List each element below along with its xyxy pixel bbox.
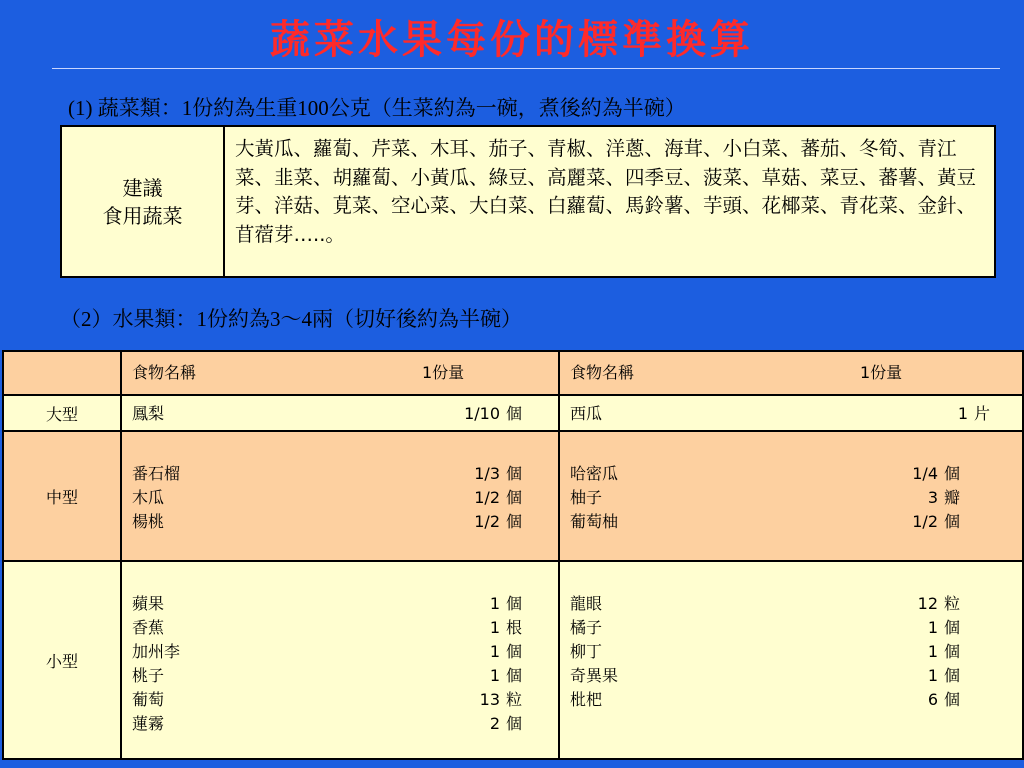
fruit-unit: 瓣 <box>944 488 961 507</box>
list-item <box>122 664 558 688</box>
fruit-unit: 個 <box>506 512 523 531</box>
left-cell <box>121 395 559 431</box>
list-item <box>560 462 1022 486</box>
table-header-row <box>3 351 1023 395</box>
fruit-name: 西瓜 <box>570 404 603 423</box>
fruit-name: 番石榴 <box>132 464 181 483</box>
fruit-qty: 1 <box>489 618 500 637</box>
table-row <box>3 431 1023 561</box>
list-item <box>560 640 1022 664</box>
header-qty: 1份量 <box>422 363 465 382</box>
fruit-name: 加州李 <box>132 642 181 661</box>
fruit-unit: 根 <box>506 618 523 637</box>
fruit-qty: 6 <box>927 690 938 709</box>
title-divider <box>52 68 1000 69</box>
list-item <box>122 688 558 712</box>
right-cell <box>559 395 1023 431</box>
fruit-name: 柳丁 <box>570 642 603 661</box>
fruit-qty: 1 <box>489 642 500 661</box>
fruit-unit: 個 <box>506 594 523 613</box>
vegetable-list: 大黃瓜、蘿蔔、芹菜、木耳、茄子、青椒、洋蔥、海茸、小白菜、蕃茄、冬筍、青江菜、韭菜、胡蘿蔔、小黃瓜、綠豆、高麗菜、四季豆、菠菜、草菇、菜豆、蕃薯、黃豆芽、洋菇、莧菜、空心菜、大白菜、白蘿蔔、馬鈴薯、芋頭、花椰菜、青花菜、金針、苜蓿芽…..。 <box>235 137 977 246</box>
fruit-heading: （2）水果類：1份約為3～4兩（切好後約為半碗） <box>60 307 522 331</box>
fruit-qty: 3 <box>927 488 938 507</box>
list-item <box>560 402 1022 426</box>
list-item <box>560 486 1022 510</box>
fruit-name: 蘋果 <box>132 594 165 613</box>
fruit-qty: 1 <box>927 618 938 637</box>
header-qty: 1份量 <box>860 363 903 382</box>
list-item <box>122 486 558 510</box>
right-cell <box>559 561 1023 759</box>
header-name: 食物名稱 <box>132 363 197 382</box>
fruit-unit: 個 <box>506 488 523 507</box>
fruit-qty: 1 <box>957 404 968 423</box>
page-title: 蔬菜水果每份的標準換算 <box>270 16 754 63</box>
fruit-name: 葡萄柚 <box>570 512 619 531</box>
fruit-name: 香蕉 <box>132 618 165 637</box>
fruit-qty: 1 <box>927 666 938 685</box>
list-item <box>560 664 1022 688</box>
fruit-qty: 1/2 <box>474 488 500 507</box>
fruit-unit: 個 <box>944 464 961 483</box>
vegetable-label <box>62 127 225 276</box>
fruit-qty: 1 <box>489 594 500 613</box>
fruit-unit: 個 <box>506 642 523 661</box>
header-name: 食物名稱 <box>570 363 635 382</box>
header-right-cell <box>559 351 1023 395</box>
fruit-name: 木瓜 <box>132 488 165 507</box>
fruit-unit: 粒 <box>506 690 523 709</box>
fruit-qty: 1/10 <box>464 404 500 423</box>
size-label: 小型 <box>3 561 121 759</box>
fruit-qty: 1/4 <box>912 464 938 483</box>
fruit-unit: 個 <box>506 464 523 483</box>
fruit-name: 楊桃 <box>132 512 165 531</box>
right-cell <box>559 431 1023 561</box>
list-item <box>122 510 558 534</box>
fruit-name: 柚子 <box>570 488 603 507</box>
list-item <box>122 592 558 616</box>
table-row <box>3 561 1023 759</box>
list-item <box>560 688 1022 712</box>
header-left-cell <box>121 351 559 395</box>
fruit-name: 鳳梨 <box>132 404 165 423</box>
vegetable-heading: (1) 蔬菜類：1份約為生重100公克（生菜約為一碗，煮後約為半碗） <box>68 96 686 120</box>
fruit-qty: 1 <box>927 642 938 661</box>
vegetable-label-line2: 食用蔬菜 <box>102 203 183 228</box>
list-item <box>122 402 558 426</box>
list-item <box>560 592 1022 616</box>
list-item <box>122 462 558 486</box>
size-label: 大型 <box>3 395 121 431</box>
fruit-qty: 1 <box>489 666 500 685</box>
left-cell <box>121 561 559 759</box>
fruit-qty: 1/2 <box>912 512 938 531</box>
list-item <box>560 510 1022 534</box>
fruit-unit: 個 <box>944 666 961 685</box>
header-size-cell <box>3 351 121 395</box>
vegetable-label-line1: 建議 <box>122 175 163 200</box>
fruit-unit: 個 <box>506 714 523 733</box>
table-row <box>3 395 1023 431</box>
fruit-qty: 2 <box>489 714 500 733</box>
fruit-unit: 個 <box>506 404 523 423</box>
fruit-name: 龍眼 <box>570 594 603 613</box>
fruit-name: 奇異果 <box>570 666 619 685</box>
fruit-name: 枇杷 <box>570 690 603 709</box>
fruit-unit: 個 <box>944 642 961 661</box>
list-item <box>122 712 558 736</box>
size-label: 中型 <box>3 431 121 561</box>
fruit-qty: 1/2 <box>474 512 500 531</box>
fruit-unit: 個 <box>944 618 961 637</box>
list-item <box>122 640 558 664</box>
fruit-unit: 粒 <box>944 594 961 613</box>
fruit-name: 桃子 <box>132 666 165 685</box>
fruit-name: 葡萄 <box>132 690 165 709</box>
list-item <box>122 616 558 640</box>
fruit-unit: 片 <box>974 404 991 423</box>
fruit-name: 橘子 <box>570 618 603 637</box>
fruit-name: 哈密瓜 <box>570 464 619 483</box>
fruit-qty: 13 <box>479 690 500 709</box>
left-cell <box>121 431 559 561</box>
vegetable-box <box>60 125 996 278</box>
fruit-qty: 1/3 <box>474 464 500 483</box>
fruit-table <box>2 350 1024 760</box>
list-item <box>560 616 1022 640</box>
fruit-unit: 個 <box>944 690 961 709</box>
fruit-unit: 個 <box>506 666 523 685</box>
fruit-qty: 12 <box>917 594 938 613</box>
fruit-name: 蓮霧 <box>132 714 165 733</box>
fruit-unit: 個 <box>944 512 961 531</box>
